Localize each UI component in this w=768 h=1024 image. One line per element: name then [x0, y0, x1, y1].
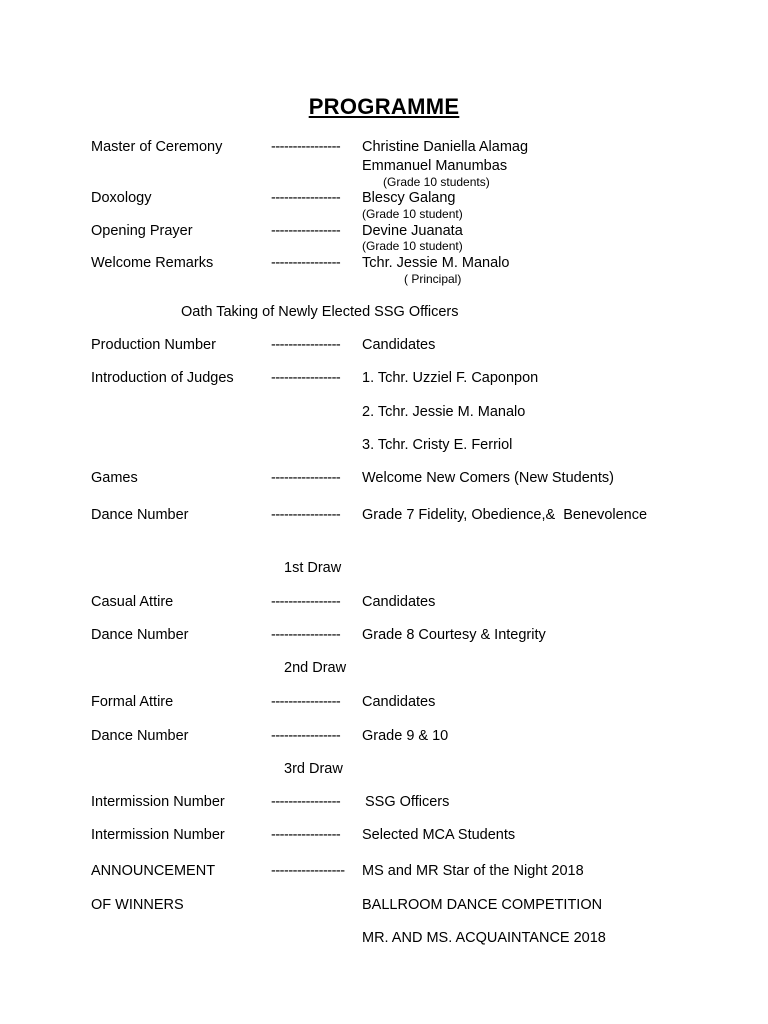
item-label-dance-number: Dance Number	[91, 728, 189, 744]
item-label-announcement: ANNOUNCEMENT	[91, 863, 216, 879]
dash-leader: ----------------	[271, 827, 341, 843]
item-value-intermission-2: Selected MCA Students	[362, 827, 516, 843]
dash-leader: ----------------	[271, 139, 341, 155]
item-label-of-winners: OF WINNERS	[91, 897, 184, 913]
item-label-formal-attire: Formal Attire	[91, 694, 174, 710]
item-value-intermission-1: SSG Officers	[365, 794, 450, 810]
item-label-opening-prayer: Opening Prayer	[91, 223, 193, 239]
item-label-welcome-remarks: Welcome Remarks	[91, 255, 214, 271]
item-label-dance-number: Dance Number	[91, 627, 189, 643]
dash-leader: ----------------	[271, 594, 341, 610]
item-label-intermission-number: Intermission Number	[91, 794, 225, 810]
dash-leader: ----------------	[271, 337, 341, 353]
item-label-games: Games	[91, 470, 138, 486]
item-label-introduction-of-judges: Introduction of Judges	[91, 370, 234, 386]
dash-leader: ----------------	[271, 694, 341, 710]
item-value-dance-number-1: Grade 7 Fidelity, Obedience,& Benevolence	[362, 507, 648, 523]
dash-leader: ----------------	[271, 728, 341, 744]
item-value-opening-prayer: Devine Juanata	[362, 223, 463, 239]
award-3: MR. AND MS. ACQUAINTANCE 2018	[362, 930, 606, 946]
draw-heading-3: 3rd Draw	[284, 761, 343, 777]
item-value-dance-number-3: Grade 9 & 10	[362, 728, 449, 744]
item-label-casual-attire: Casual Attire	[91, 594, 174, 610]
item-value-mc-2: Emmanuel Manumbas	[362, 158, 508, 174]
item-label-master-of-ceremony: Master of Ceremony	[91, 139, 223, 155]
item-value-welcome-remarks: Tchr. Jessie M. Manalo	[362, 255, 510, 271]
item-label-intermission-number: Intermission Number	[91, 827, 225, 843]
draw-heading-2: 2nd Draw	[284, 660, 347, 676]
judge-2: 2. Tchr. Jessie M. Manalo	[362, 404, 526, 420]
item-note-opening-prayer: (Grade 10 student)	[362, 239, 463, 253]
dash-leader: ----------------	[271, 370, 341, 386]
item-note-doxology: (Grade 10 student)	[362, 207, 463, 221]
dash-leader: ----------------	[271, 223, 341, 239]
dash-leader: ----------------	[271, 507, 341, 523]
award-2: BALLROOM DANCE COMPETITION	[362, 897, 603, 913]
dash-leader: ----------------	[271, 470, 341, 486]
item-value-production-number: Candidates	[362, 337, 436, 353]
judge-1: 1. Tchr. Uzziel F. Caponpon	[362, 370, 539, 386]
item-value-formal-attire: Candidates	[362, 694, 436, 710]
draw-heading-1: 1st Draw	[284, 560, 342, 576]
page-title: PROGRAMME	[308, 94, 460, 119]
award-1: MS and MR Star of the Night 2018	[362, 863, 584, 879]
judge-3: 3. Tchr. Cristy E. Ferriol	[362, 437, 513, 453]
item-note-mc: (Grade 10 students)	[383, 175, 490, 189]
dash-leader: ----------------	[271, 190, 341, 206]
item-value-dance-number-2: Grade 8 Courtesy & Integrity	[362, 627, 546, 643]
dash-leader-long: -----------------	[271, 863, 345, 879]
item-label-dance-number: Dance Number	[91, 507, 189, 523]
item-label-production-number: Production Number	[91, 337, 216, 353]
dash-leader: ----------------	[271, 627, 341, 643]
dash-leader: ----------------	[271, 255, 341, 271]
item-note-welcome-remarks: ( Principal)	[404, 272, 462, 286]
item-label-doxology: Doxology	[91, 190, 152, 206]
dash-leader: ----------------	[271, 794, 341, 810]
item-value-doxology: Blescy Galang	[362, 190, 456, 206]
item-value-mc-1: Christine Daniella Alamag	[362, 139, 529, 155]
item-value-games: Welcome New Comers (New Students)	[362, 470, 614, 486]
item-value-casual-attire: Candidates	[362, 594, 436, 610]
oath-heading: Oath Taking of Newly Elected SSG Officers	[181, 304, 459, 320]
